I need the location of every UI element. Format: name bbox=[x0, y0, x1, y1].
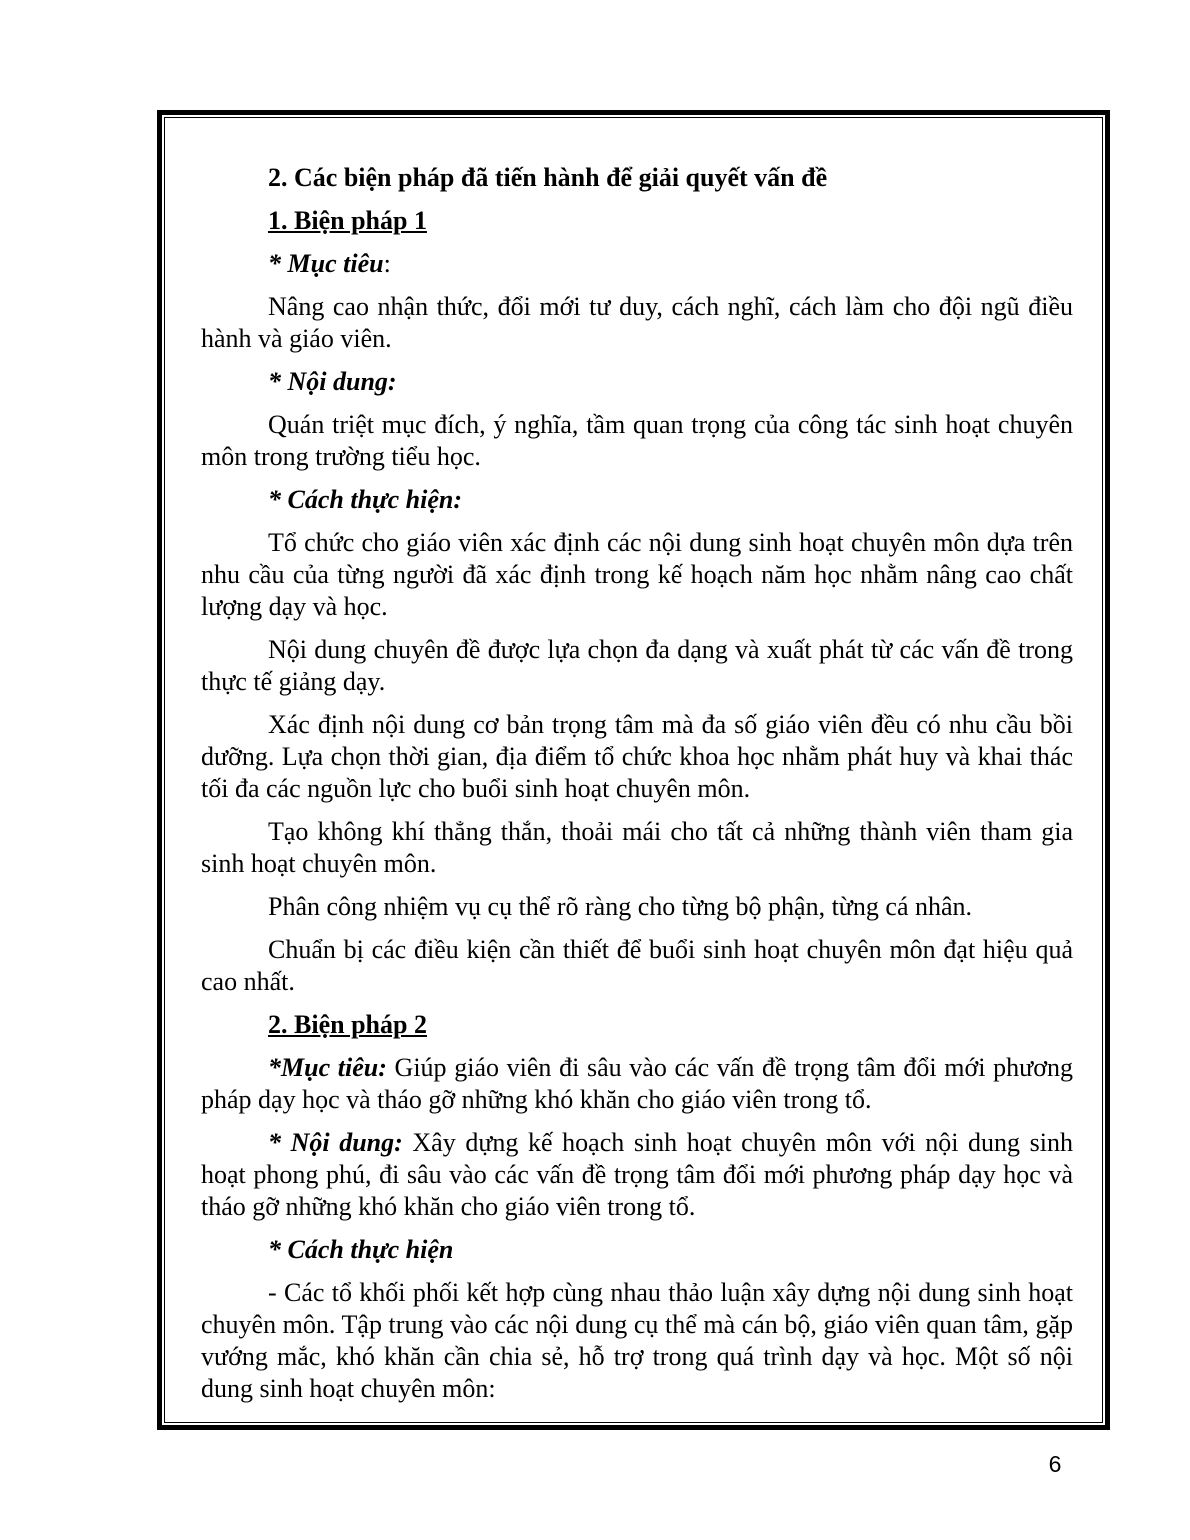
label-lead: * Cách thực hiện: bbox=[268, 485, 462, 514]
label-lead: * Nội dung: bbox=[268, 367, 397, 396]
paragraph bbox=[201, 891, 1073, 923]
paragraph bbox=[201, 1277, 1073, 1405]
section-heading bbox=[201, 162, 1073, 194]
paragraph bbox=[201, 291, 1073, 355]
section-heading bbox=[201, 1009, 1073, 1041]
paragraph bbox=[201, 527, 1073, 623]
text-run: Giúp giáo viên đi sâu vào các vấn đề trọng tâm đổi mới phương pháp dạy học và tháo gỡ những khó khăn cho giáo viên trong tổ. bbox=[201, 1053, 1073, 1114]
label-lead: *Mục tiêu: bbox=[268, 1053, 387, 1082]
text-run: Phân công nhiệm vụ cụ thể rõ ràng cho từng bộ phận, từng cá nhân. bbox=[268, 892, 973, 921]
document-body bbox=[201, 162, 1073, 1405]
text-run: Tổ chức cho giáo viên xác định các nội dung sinh hoạt chuyên môn dựa trên nhu cầu của từng người đã xác định trong kế hoạch năm học nhằm nâng cao chất lượng dạy và học. bbox=[201, 528, 1073, 621]
text-run: Chuẩn bị các điều kiện cần thiết để buổi sinh hoạt chuyên môn đạt hiệu quả cao nhất. bbox=[201, 935, 1073, 996]
section-heading bbox=[201, 205, 1073, 237]
text-run: Quán triệt mục đích, ý nghĩa, tầm quan trọng của công tác sinh hoạt chuyên môn trong trường tiểu học. bbox=[201, 410, 1073, 471]
text-run: Xây dựng kế hoạch sinh hoạt chuyên môn với nội dung sinh hoạt phong phú, đi sâu vào các vấn đề trọng tâm đổi mới phương pháp dạy học và tháo gỡ những khó khăn cho giáo viên trong tổ. bbox=[201, 1128, 1074, 1221]
paragraph bbox=[201, 366, 1073, 398]
text-run: Nội dung chuyên đề được lựa chọn đa dạng và xuất phát từ các vấn đề trong thực tế giảng dạy. bbox=[201, 635, 1073, 696]
page-border-inner-line bbox=[164, 117, 1103, 1423]
paragraph bbox=[201, 816, 1073, 880]
text-run: : bbox=[383, 249, 391, 278]
text-run: Tạo không khí thẳng thắn, thoải mái cho tất cả những thành viên tham gia sinh hoạt chuyên môn. bbox=[201, 817, 1073, 878]
paragraph bbox=[201, 484, 1073, 516]
text-run: Nâng cao nhận thức, đổi mới tư duy, cách nghĩ, cách làm cho đội ngũ điều hành và giáo viên. bbox=[201, 292, 1073, 353]
paragraph bbox=[201, 934, 1073, 998]
text-run: 1. Biện pháp 1 bbox=[268, 206, 427, 235]
paragraph bbox=[201, 248, 1073, 280]
paragraph bbox=[201, 1127, 1073, 1223]
text-run: 2. Biện pháp 2 bbox=[268, 1010, 427, 1039]
paragraph bbox=[201, 709, 1073, 805]
label-lead: * Mục tiêu bbox=[268, 249, 384, 278]
paragraph bbox=[201, 1052, 1073, 1116]
text-run: - Các tổ khối phối kết hợp cùng nhau thảo luận xây dựng nội dung sinh hoạt chuyên môn. Tập trung vào các nội dung cụ thể mà cán bộ, giáo viên quan tâm, gặp vướng mắc, khó khăn cần chia sẻ, hỗ trợ trong quá trình dạy và học. Một số nội dung sinh hoạt chuyên môn: bbox=[201, 1278, 1073, 1403]
paragraph bbox=[201, 634, 1073, 698]
page-border-frame bbox=[157, 110, 1110, 1430]
paragraph bbox=[201, 1234, 1073, 1266]
page-number: 6 bbox=[1048, 1451, 1062, 1477]
text-run: Xác định nội dung cơ bản trọng tâm mà đa số giáo viên đều có nhu cầu bồi dưỡng. Lựa chọn thời gian, địa điểm tổ chức khoa học nhằm phát huy và khai thác tối đa các nguồn lực cho buổi sinh hoạt chuyên môn. bbox=[201, 710, 1073, 803]
paragraph bbox=[201, 409, 1073, 473]
label-lead: * Cách thực hiện bbox=[268, 1235, 454, 1264]
label-lead: * Nội dung: bbox=[268, 1128, 403, 1157]
text-run: 2. Các biện pháp đã tiến hành để giải quyết vấn đề bbox=[268, 163, 828, 192]
